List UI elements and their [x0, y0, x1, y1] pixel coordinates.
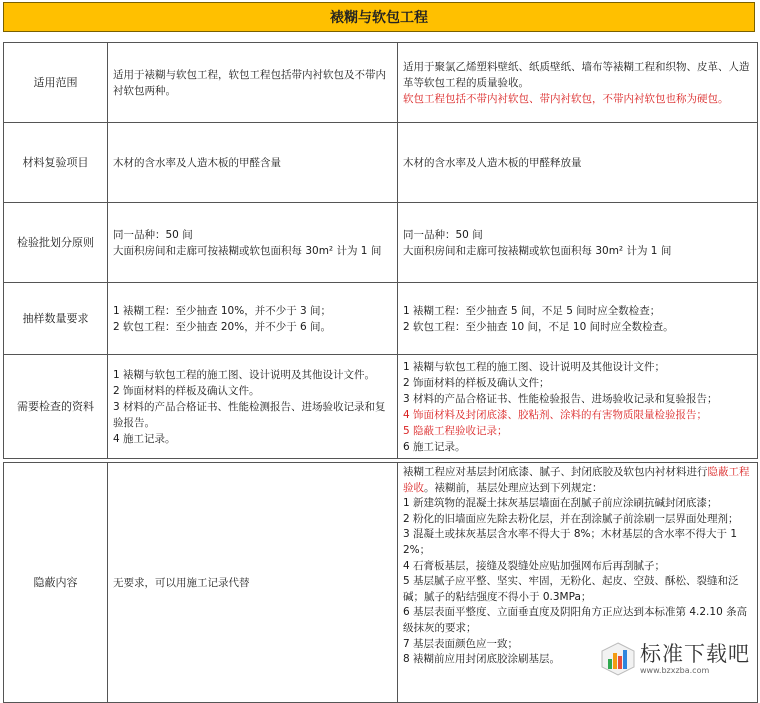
cell-line: 大面积房间和走廊可按裱糊或软包面积每 30m² 计为 1 间 [403, 244, 672, 257]
page-title: 裱糊与软包工程 [3, 2, 755, 32]
new-standard-cell [398, 123, 758, 203]
old-standard-cell [108, 203, 398, 283]
table-row [4, 203, 758, 283]
table-row [4, 283, 758, 355]
cell-line: 1 裱糊与软包工程的施工图、设计说明及其他设计文件。 [113, 368, 376, 381]
cell-line: 1 裱糊与软包工程的施工图、设计说明及其他设计文件； [403, 360, 666, 373]
row-label: 材料复验项目 [4, 123, 108, 203]
list-item: 6 基层表面平整度、立面垂直度及阴阳角方正应达到本标准第 4.2.10 条高级抹灰的要求； [403, 606, 748, 634]
cell-line: 2 软包工程：至少抽查 20%，并不少于 6 间。 [113, 320, 332, 333]
table-row [4, 355, 758, 459]
list-item: 7 基层表面颜色应一致； [403, 637, 519, 650]
row-label: 抽样数量要求 [4, 283, 108, 355]
cell-line: 2 饰面材料的样板及确认文件。 [113, 384, 260, 397]
table-row [4, 123, 758, 203]
row-label: 需要检查的资料 [4, 355, 108, 459]
cell-line: 1 裱糊工程：至少抽查 5 间，不足 5 间时应全数检查； [403, 304, 661, 317]
list-item: 4 石膏板基层，接缝及裂缝处应贴加强网布后再刮腻子； [403, 559, 666, 572]
cell-line: 6 施工记录。 [403, 440, 466, 453]
cell-line-highlight: 软包工程包括不带内衬软包、带内衬软包，不带内衬软包也称为硬包。 [403, 92, 729, 105]
new-standard-cell [398, 43, 758, 123]
cell-line-highlight: 4 饰面材料及封闭底漆、胶粘剂、涂料的有害物质限量检验报告； [403, 408, 708, 421]
list-item: 5 基层腻子应平整、坚实、牢固，无粉化、起皮、空鼓、酥松、裂缝和泛碱；腻子的粘结强度不得小于 0.3MPa； [403, 575, 739, 603]
old-standard-cell [108, 463, 398, 703]
cell-line: 3 材料的产品合格证书、性能检测报告、进场验收记录和复验报告。 [113, 400, 386, 429]
list-item: 8 裱糊前应用封闭底胶涂刷基层。 [403, 653, 561, 666]
list-item: 1 新建筑物的混凝土抹灰基层墙面在刮腻子前应涂刷抗碱封闭底漆； [403, 497, 718, 510]
new-standard-cell [398, 283, 758, 355]
cell-line: 木材的含水率及人造木板的甲醛释放量 [403, 156, 582, 169]
cell-line: 同一品种：50 间 [403, 228, 483, 241]
comparison-table [3, 42, 758, 459]
intro-highlight: 隐蔽工程验收 [403, 466, 750, 494]
concealed-intro [403, 465, 752, 496]
cell-line: 同一品种：50 间 [113, 228, 193, 241]
new-standard-cell [398, 203, 758, 283]
cell-line-highlight: 5 隐蔽工程验收记录； [403, 424, 508, 437]
cell-line: 2 软包工程：至少抽查 10 间，不足 10 间时应全数检查。 [403, 320, 674, 333]
cell-line: 1 裱糊工程：至少抽查 10%，并不少于 3 间； [113, 304, 332, 317]
bar-chart-logo-icon [600, 641, 636, 677]
new-standard-cell [398, 355, 758, 459]
old-standard-cell [108, 355, 398, 459]
cell-line: 适用于裱糊与软包工程，软包工程包括带内衬软包及不带内衬软包两种。 [113, 68, 386, 97]
cell-line: 大面积房间和走廊可按裱糊或软包面积每 30m² 计为 1 间 [113, 244, 382, 257]
row-label: 适用范围 [4, 43, 108, 123]
cell-line: 适用于聚氯乙烯塑料壁纸、纸质壁纸、墙布等裱糊工程和织物、皮革、人造革等软包工程的质量验收。 [403, 60, 750, 89]
old-standard-cell [108, 283, 398, 355]
watermark-url: www.bzxzba.com [640, 666, 710, 675]
cell-line: 无要求，可以用施工记录代替 [113, 576, 250, 589]
list-item: 3 混凝土或抹灰基层含水率不得大于 8%；木材基层的含水率不得大于 12%； [403, 528, 738, 556]
watermark-name: 标准下载吧 [640, 642, 750, 666]
row-label: 隐蔽内容 [4, 463, 108, 703]
cell-line: 3 材料的产品合格证书、性能检验报告、进场验收记录和复验报告； [403, 392, 718, 405]
watermark [596, 639, 754, 679]
cell-line: 木材的含水率及人造木板的甲醛含量 [113, 156, 281, 169]
old-standard-cell [108, 43, 398, 123]
list-item: 2 粉化的旧墙面应先除去粉化层，并在刮涂腻子前涂刷一层界面处理剂； [403, 512, 739, 525]
cell-line: 4 施工记录。 [113, 432, 176, 445]
table-row [4, 43, 758, 123]
intro-text: 裱糊工程应对基层封闭底漆、腻子、封闭底胶及软包内衬材料进行 [403, 466, 708, 478]
row-label: 检验批划分原则 [4, 203, 108, 283]
cell-line: 2 饰面材料的样板及确认文件； [403, 376, 550, 389]
intro-text: 。裱糊前，基层处理应达到下列规定： [424, 481, 603, 494]
old-standard-cell [108, 123, 398, 203]
